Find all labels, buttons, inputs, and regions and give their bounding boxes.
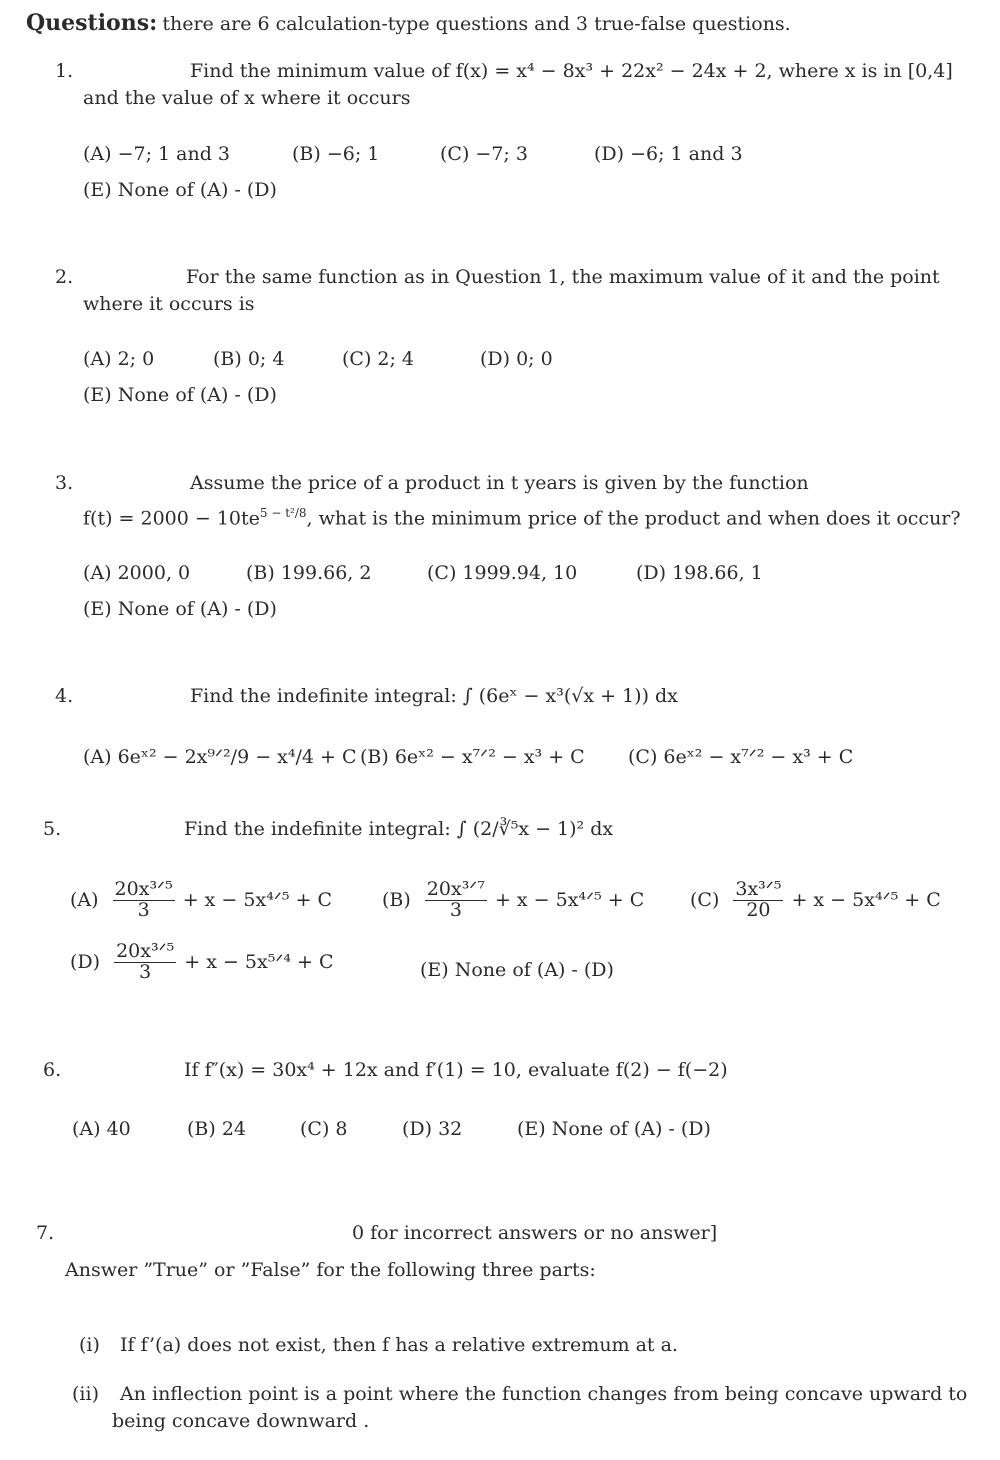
q5-option-b-fraction (425, 880, 487, 921)
q5-option-a-rest: + x − 5x⁴ᐟ⁵ + C (182, 889, 333, 912)
q6-option-c[interactable]: (C) 8 (300, 1118, 348, 1140)
q3-formula-lhs: f(t) = 2000 − 10te (83, 507, 260, 530)
q1-option-c[interactable]: (C) −7; 3 (440, 143, 528, 165)
q2-option-c[interactable]: (C) 2; 4 (342, 348, 415, 370)
q3-formula-exponent: 5 − t²/8 (259, 506, 307, 520)
question-6-text: If f″(x) = 30x⁴ + 12x and f′(1) = 10, evaluate f(2) − f(−2) (184, 1059, 728, 1081)
q6-option-d[interactable]: (D) 32 (402, 1118, 463, 1140)
header-description: there are 6 calculation-type questions and 3 true-false questions. (162, 13, 791, 35)
q5-option-b-numerator: 20x³ᐟ⁷ (426, 878, 485, 900)
q5-option-b-rest: + x − 5x⁴ᐟ⁵ + C (494, 889, 645, 912)
q6-option-b[interactable]: (B) 24 (187, 1118, 247, 1140)
q3-option-c[interactable]: (C) 1999.94, 10 (427, 562, 578, 584)
question-2-text: For the same function as in Question 1, the maximum value of it and the point (186, 266, 940, 288)
q4-option-c[interactable]: (C) 6eˣ² − x⁷ᐟ² − x³ + C (628, 746, 854, 768)
question-7-note: 0 for incorrect answers or no answer] (352, 1222, 718, 1244)
q5-option-b[interactable] (382, 880, 644, 921)
q5-option-e[interactable]: (E) None of (A) - (D) (420, 959, 614, 981)
q2-option-b[interactable]: (B) 0; 4 (213, 348, 285, 370)
q6-option-a[interactable]: (A) 40 (72, 1118, 131, 1140)
header-title: Questions: (26, 10, 158, 36)
q5-option-c-numerator: 3x³ᐟ⁵ (735, 878, 782, 900)
q2-option-a[interactable]: (A) 2; 0 (83, 348, 155, 370)
q1-option-e[interactable]: (E) None of (A) - (D) (83, 179, 277, 201)
question-3-formula (83, 506, 961, 529)
question-4-number: 4. (55, 685, 74, 707)
question-7-number: 7. (36, 1222, 55, 1244)
q2-option-e[interactable]: (E) None of (A) - (D) (83, 384, 277, 406)
q5-option-d-fraction (114, 942, 176, 983)
q5-option-d-rest: + x − 5x⁵ᐟ⁴ + C (184, 951, 334, 974)
question-1-text: Find the minimum value of f(x) = x⁴ − 8x³ + 22x² − 24x + 2, where x is in [0,4] (190, 60, 953, 82)
question-3-text: Assume the price of a product in t years is given by the function (190, 472, 809, 494)
q3-option-b[interactable]: (B) 199.66, 2 (246, 562, 372, 584)
question-2-number: 2. (55, 266, 74, 288)
q5-option-d-label: (D) (70, 951, 101, 974)
q3-option-e[interactable]: (E) None of (A) - (D) (83, 598, 277, 620)
q5-option-a-fraction (113, 880, 175, 921)
q3-formula-rest: , what is the minimum price of the product and when does it occur? (306, 507, 961, 530)
question-5-text: Find the indefinite integral: ∫ (2/∛⁵x − 1)² dx (184, 818, 614, 840)
q6-option-e[interactable]: (E) None of (A) - (D) (517, 1118, 711, 1140)
q2-option-d[interactable]: (D) 0; 0 (480, 348, 553, 370)
q5-option-c-denominator: 20 (746, 898, 771, 921)
q1-option-b[interactable]: (B) −6; 1 (292, 143, 380, 165)
q5-option-a-denominator: 3 (137, 898, 150, 921)
question-4-text: Find the indefinite integral: ∫ (6eˣ − x³(√x + 1)) dx (190, 685, 678, 707)
q3-option-a[interactable]: (A) 2000, 0 (83, 562, 191, 584)
page-header (26, 10, 791, 36)
q5-option-b-denominator: 3 (449, 898, 462, 921)
question-7-instruction: Answer ”True” or ”False” for the following three parts: (65, 1259, 596, 1281)
question-2-text-cont: where it occurs is (83, 293, 255, 315)
question-1-text-cont: and the value of x where it occurs (83, 87, 411, 109)
q4-option-b[interactable]: (B) 6eˣ² − x⁷ᐟ² − x³ + C (360, 746, 585, 768)
q7-part-ii-label: (ii) (72, 1383, 99, 1405)
q5-option-c-fraction (733, 880, 783, 921)
question-6-number: 6. (43, 1059, 62, 1081)
q5-option-c-rest: + x − 5x⁴ᐟ⁵ + C (791, 889, 941, 912)
q7-part-ii-text: An inflection point is a point where the function changes from being concave upward to (120, 1383, 968, 1405)
question-3-number: 3. (55, 472, 74, 494)
q7-part-i-label: (i) (79, 1334, 100, 1356)
q5-option-d-denominator: 3 (139, 960, 152, 983)
question-5-number: 5. (43, 818, 62, 840)
q7-part-i-text: If f’(a) does not exist, then f has a relative extremum at a. (120, 1334, 678, 1356)
q3-option-d[interactable]: (D) 198.66, 1 (636, 562, 763, 584)
q5-option-d[interactable] (70, 942, 334, 983)
q5-option-c[interactable] (690, 880, 941, 921)
q5-option-c-label: (C) (690, 889, 720, 912)
q1-option-d[interactable]: (D) −6; 1 and 3 (594, 143, 743, 165)
q4-option-a[interactable]: (A) 6eˣ² − 2x⁹ᐟ²/9 − x⁴/4 + C (83, 746, 357, 768)
q5-option-d-numerator: 20x³ᐟ⁵ (116, 940, 175, 962)
q5-option-a-label: (A) (70, 889, 99, 912)
q1-option-a[interactable]: (A) −7; 1 and 3 (83, 143, 231, 165)
q7-part-ii-text-cont: being concave downward . (112, 1410, 370, 1432)
q5-option-b-label: (B) (382, 889, 411, 912)
question-1-number: 1. (55, 60, 74, 82)
q5-option-a-numerator: 20x³ᐟ⁵ (114, 878, 173, 900)
q5-option-a[interactable] (70, 880, 332, 921)
